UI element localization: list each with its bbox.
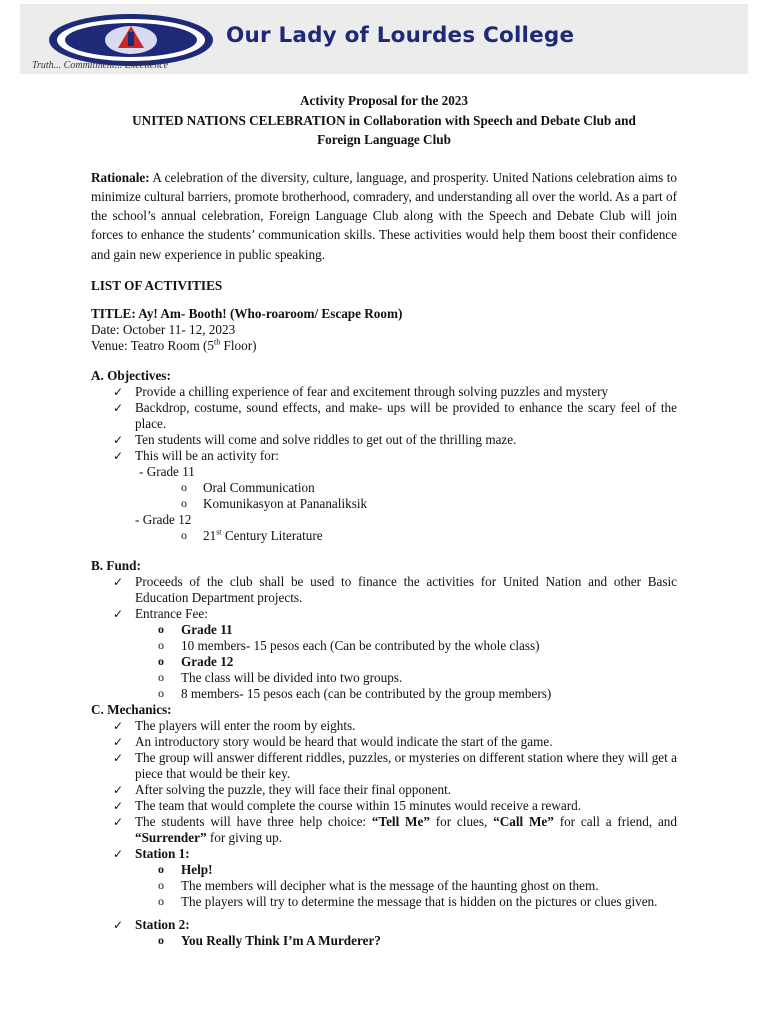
college-motto: Truth... Commitment... Excellence — [32, 60, 169, 71]
mechanics-list — [91, 718, 677, 862]
list-item: o 8 members- 15 pesos each (can be contributed by the group members) — [91, 686, 677, 702]
list-item: ✓ Entrance Fee: — [91, 606, 677, 622]
list-item: ✓ The students will have three help choice: “Tell Me” for clues, “Call Me” for call a friend, and “Surrender” for giving up. — [91, 814, 677, 846]
list-item: o Oral Communication — [91, 480, 677, 496]
list-item: o 21st Century Literature — [91, 528, 677, 544]
list-item: ✓ Provide a chilling experience of fear and excitement through solving puzzles and mystery — [91, 384, 677, 400]
list-item: o Help! — [91, 862, 677, 878]
proposal-title: Activity Proposal for the 2023 UNITED NATIONS CELEBRATION in Collaboration with Speech and Debate Club and Foreign Language Club — [132, 93, 636, 147]
list-item: o Grade 12 — [91, 654, 677, 670]
activity-date: Date: October 11- 12, 2023 — [91, 321, 236, 337]
list-item: o 10 members- 15 pesos each (Can be contributed by the whole class) — [91, 638, 677, 654]
proposal-document — [91, 91, 677, 949]
list-item: o Komunikasyon at Pananaliksik — [91, 496, 677, 512]
objectives-heading: A. Objectives: — [91, 367, 171, 383]
list-item: o The class will be divided into two groups. — [91, 670, 677, 686]
grade-11-label: - Grade 11 — [139, 463, 195, 479]
activity-venue: Venue: Teatro Room (5th Floor) — [91, 337, 257, 353]
fund-heading: B. Fund: — [91, 557, 141, 573]
list-item: ✓ The players will enter the room by eights. — [91, 718, 677, 734]
objectives-list — [91, 384, 677, 464]
station-1-heading: ✓ Station 1: — [91, 846, 677, 862]
list-item: o The players will try to determine the message that is hidden on the pictures or clues given. — [91, 894, 677, 910]
list-item: o The members will decipher what is the message of the haunting ghost on them. — [91, 878, 677, 894]
list-item: o You Really Think I’m A Murderer? — [91, 933, 677, 949]
grade-12-label: - Grade 12 — [135, 511, 192, 527]
list-of-activities-heading: LIST OF ACTIVITIES — [91, 277, 223, 293]
college-header — [20, 4, 748, 74]
list-item: ✓ The group will answer different riddles, puzzles, or mysteries on different station where they will get a piece that would be their key. — [91, 750, 677, 782]
list-item: ✓ An introductory story would be heard that would indicate the start of the game. — [91, 734, 677, 750]
list-item: ✓ This will be an activity for: — [91, 448, 677, 464]
college-name: Our Lady of Lourdes College — [226, 23, 575, 48]
list-item: ✓ Backdrop, costume, sound effects, and make- ups will be provided to enhance the scary feel of the place. — [91, 400, 677, 432]
rationale-paragraph: Rationale: A celebration of the diversity, culture, language, and prosperity. United Nations celebration aims to minimize cultural barriers, promote brotherhood, comradery, and understanding all over the world. As a part of the school’s annual celebration, Foreign Language Club along with the Speech and Debate Club will join forces to enhance the students’ communication skills. These activities would help them boost their confidence and gain new experience in public speaking. — [91, 169, 677, 262]
list-item: ✓ The team that would complete the course within 15 minutes would receive a reward. — [91, 798, 677, 814]
list-item: ✓ Proceeds of the club shall be used to finance the activities for United Nation and other Basic Education Department projects. — [91, 574, 677, 606]
fund-list — [91, 574, 677, 622]
list-item: ✓ Ten students will come and solve riddles to get out of the thrilling maze. — [91, 432, 677, 448]
list-item: o Grade 11 — [91, 622, 677, 638]
list-item: ✓ After solving the puzzle, they will face their final opponent. — [91, 782, 677, 798]
activity-title: TITLE: Ay! Am- Booth! (Who-roaroom/ Escape Room) — [91, 305, 403, 321]
station-2-heading: ✓ Station 2: — [91, 917, 677, 933]
mechanics-heading: C. Mechanics: — [91, 701, 172, 717]
